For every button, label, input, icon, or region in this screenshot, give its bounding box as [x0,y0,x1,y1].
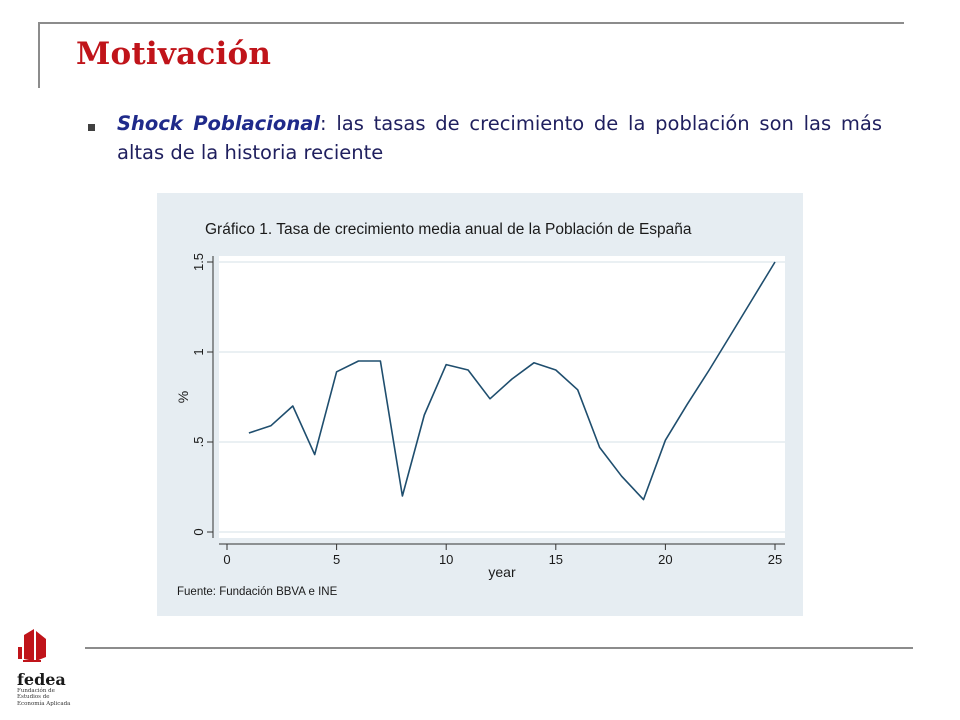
source-note: Fuente: Fundación BBVA e INE [177,586,338,598]
bullet-emphasis: Shock Poblacional [117,112,321,135]
logo-subtitle [17,688,87,707]
x-tick-label: 25 [767,552,783,567]
bottom-rule [85,647,913,649]
bullet-text [117,109,882,167]
logo-subtitle-line: Economía Aplicada [17,700,71,707]
bullet-square-icon [88,124,95,131]
y-tick-label: .5 [191,436,206,448]
population-growth-chart [157,193,803,616]
y-tick-label: 1.5 [191,252,206,272]
x-tick-label: 10 [438,552,454,567]
logo-wordmark: fedea [17,670,66,689]
x-tick-label: 5 [332,552,341,567]
bullet-body: : las tasas de crecimiento de la población son las más altas de la historia reciente [117,112,882,164]
chart-title: Gráfico 1. Tasa de crecimiento media anual de la Población de España [205,221,692,238]
x-tick-label: 0 [223,552,231,567]
x-tick-label: 20 [658,552,673,567]
y-tick-label: 1 [191,348,206,356]
x-tick-label: 15 [548,552,564,567]
x-axis-label: year [488,564,516,580]
left-frame-rule [38,22,40,88]
top-frame-rule [40,22,904,24]
logo-subtitle-line: Fundación de [17,688,55,694]
fedea-mark-icon [18,629,46,662]
logo-subtitle-line: Estudios de [17,694,50,701]
y-axis-label: % [175,390,191,404]
chart-panel [157,193,803,616]
y-tick-label: 0 [191,528,206,536]
plot-area [219,256,785,538]
slide-title: Motivación [76,36,272,72]
